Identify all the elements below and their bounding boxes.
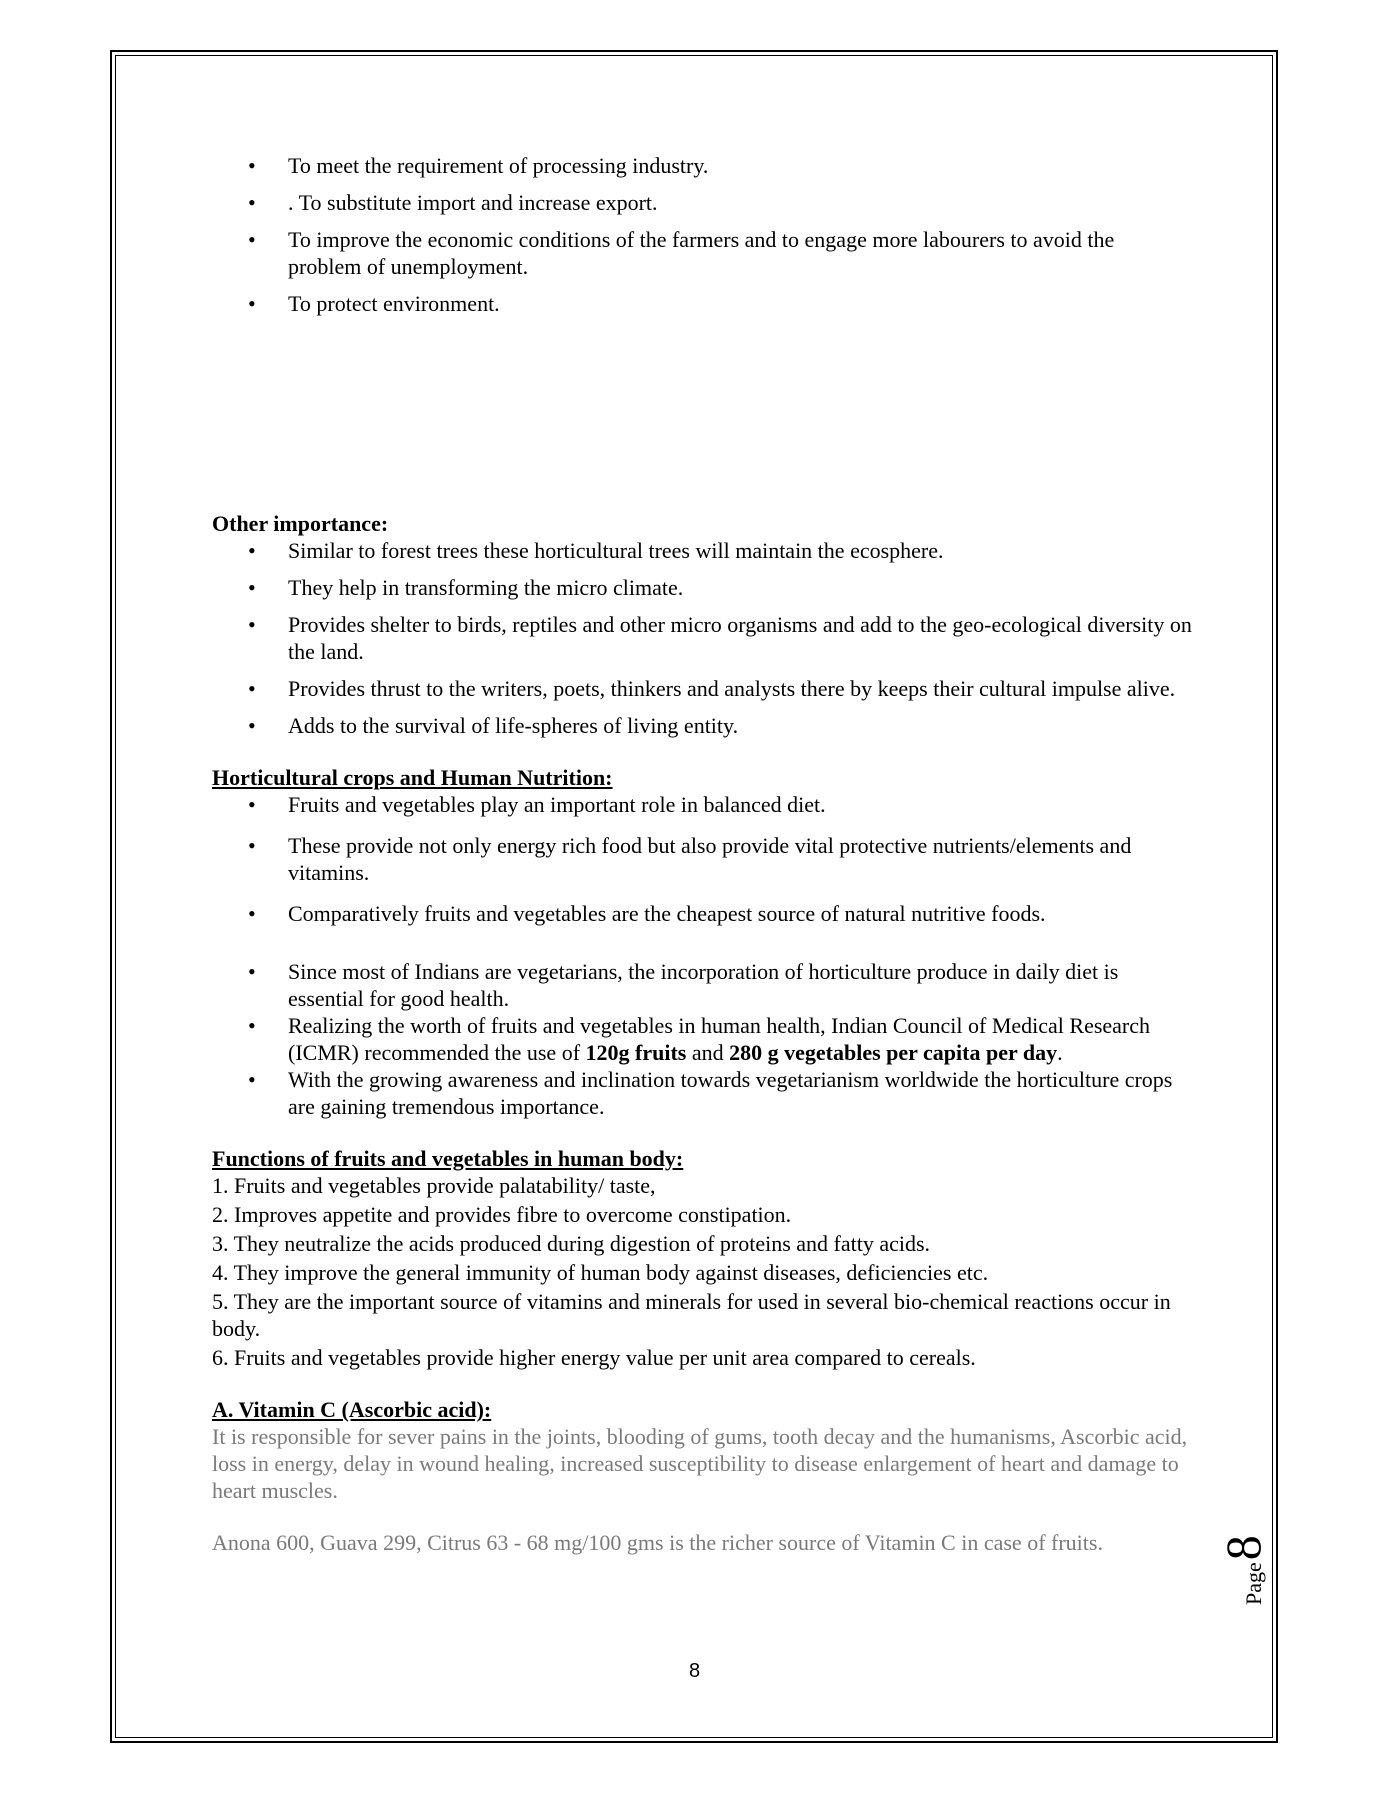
- list-item: • Provides shelter to birds, reptiles and other micro organisms and add to the geo-ecological diversity on the land.: [212, 611, 1192, 665]
- list-item: • Comparatively fruits and vegetables are the cheapest source of natural nutritive foods.: [212, 900, 1192, 927]
- icmr-text: Realizing the worth of fruits and vegetables in human health, Indian Council of Medical Research (ICMR) recommended the use of: [288, 1013, 1151, 1065]
- list-item: 4. They improve the general immunity of human body against diseases, deficiencies etc.: [212, 1260, 989, 1285]
- side-page-label: [1205, 1485, 1271, 1605]
- list-item: • With the growing awareness and inclination towards vegetarianism worldwide the horticulture crops are gaining tremendous importance.: [212, 1066, 1192, 1120]
- list-item: 3. They neutralize the acids produced during digestion of proteins and fatty acids.: [212, 1231, 931, 1256]
- list-item: 5. They are the important source of vitamins and minerals for used in several bio-chemical reactions occur in body.: [212, 1289, 1171, 1341]
- nutrition-list: [212, 791, 1192, 1120]
- page-content: [212, 152, 1192, 1556]
- list-item: • They help in transforming the micro climate.: [212, 574, 1192, 601]
- list-item: • Since most of Indians are vegetarians, the incorporation of horticulture produce in daily diet is essential for good health.: [212, 958, 1192, 1012]
- side-page-number: 8: [1215, 1535, 1271, 1561]
- list-item: • Similar to forest trees these horticultural trees will maintain the ecosphere.: [212, 537, 1192, 564]
- list-item: • . To substitute import and increase export.: [212, 189, 1192, 216]
- list-item: • Provides thrust to the writers, poets, thinkers and analysts there by keeps their cultural impulse alive.: [212, 675, 1192, 702]
- vitamin-c-sources: Anona 600, Guava 299, Citrus 63 - 68 mg/100 gms is the richer source of Vitamin C in case of fruits.: [212, 1530, 1103, 1555]
- nutrition-heading: Horticultural crops and Human Nutrition:: [212, 765, 613, 790]
- icmr-text-end: .: [1057, 1040, 1063, 1065]
- functions-heading: Functions of fruits and vegetables in human body:: [212, 1146, 684, 1171]
- icmr-text-mid: and: [686, 1040, 730, 1065]
- vitamin-c-heading: A. Vitamin C (Ascorbic acid):: [212, 1397, 492, 1422]
- list-item: • To protect environment.: [212, 290, 1192, 317]
- list-item: • To improve the economic conditions of the farmers and to engage more labourers to avoid the problem of unemployment.: [212, 226, 1192, 280]
- list-item: • Fruits and vegetables play an important role in balanced diet.: [212, 791, 1192, 818]
- side-page-word: Page: [1241, 1562, 1266, 1605]
- list-item: • These provide not only energy rich food but also provide vital protective nutrients/elements and vitamins.: [212, 832, 1192, 886]
- vegetable-recommendation: 280 g vegetables per capita per day: [729, 1040, 1058, 1065]
- functions-list: [212, 1172, 1192, 1371]
- list-item: • To meet the requirement of processing industry.: [212, 152, 1192, 179]
- other-importance-list: [212, 537, 1192, 739]
- list-item-icmr: [212, 1012, 1192, 1066]
- intro-bullet-list: [212, 152, 1192, 317]
- other-importance-heading: Other importance:: [212, 511, 389, 536]
- list-item: • Adds to the survival of life-spheres of living entity.: [212, 712, 1192, 739]
- list-item: 2. Improves appetite and provides fibre to overcome constipation.: [212, 1202, 792, 1227]
- list-item: 1. Fruits and vegetables provide palatability/ taste,: [212, 1173, 656, 1198]
- fruit-recommendation: 120g fruits: [585, 1040, 687, 1065]
- page-number: 8: [688, 1660, 701, 1682]
- list-item: 6. Fruits and vegetables provide higher energy value per unit area compared to cereals.: [212, 1345, 976, 1370]
- vitamin-c-paragraph: It is responsible for sever pains in the joints, blooding of gums, tooth decay and the humanisms, Ascorbic acid, loss in energy, delay in wound healing, increased susceptibility to disease enlargement of heart and damage to heart muscles.: [212, 1424, 1188, 1503]
